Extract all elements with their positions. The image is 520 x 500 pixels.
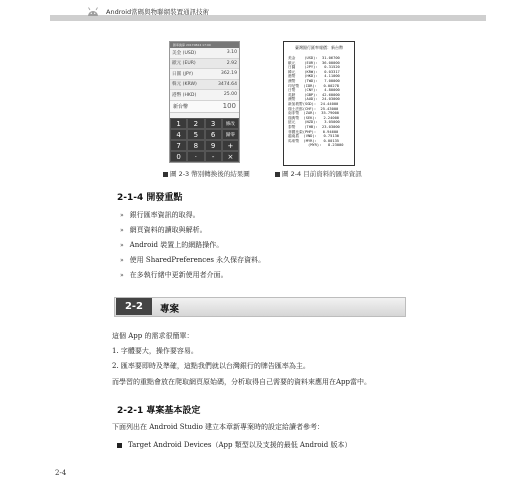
list-item: Target Android Devices（App 類型以及支援的最低 Android 版本） <box>117 440 351 450</box>
key-3[interactable]: 3 <box>205 118 222 129</box>
section-number: 2-2 <box>116 298 152 315</box>
chevron-right-icon: » <box>120 242 124 249</box>
key-7[interactable]: 7 <box>170 140 187 151</box>
key-8[interactable]: 8 <box>187 140 204 151</box>
rate-line: 南非幣 (ZAR): 35.79000 <box>288 111 340 116</box>
section-title: 專案 <box>160 304 180 315</box>
list-item: » 使用 SharedPreferences 永久保存資料。 <box>120 256 266 264</box>
header-title: Android當碼與物聯網裝置通訊技術 <box>106 8 210 16</box>
rate-line: 瑞士法郎(CHF): 25.43000 <box>288 106 339 111</box>
key-minus[interactable]: - <box>205 151 222 162</box>
key-multiply[interactable]: × <box>222 151 239 162</box>
caption-square-icon <box>275 172 280 177</box>
currency-row: 美金 (USD) 3.10 <box>170 48 239 59</box>
rate-line: 越南盾 (VND): 0.75130 <box>288 134 340 139</box>
key-plus[interactable]: + <box>222 140 239 151</box>
keypad <box>170 118 239 162</box>
key-0[interactable]: 0 <box>170 151 187 162</box>
section-heading-2-1-4: 2-1-4 開發重點 <box>117 193 183 203</box>
rate-line: 日幣 (CNY): 4.80000 <box>288 88 340 93</box>
key-1[interactable]: 1 <box>170 118 187 129</box>
currency-row: 歐元 (EUR) 2.92 <box>170 59 239 70</box>
chevron-right-icon: » <box>120 272 124 279</box>
square-bullet-icon <box>117 443 122 448</box>
chevron-right-icon: » <box>120 257 124 264</box>
rate-line: 紐元 (NZD): 3.05000 <box>288 120 340 125</box>
body-paragraph: 下面列出在 Android Studio 建立本章新專案時的設定給讀者參考： <box>112 423 325 431</box>
currency-app-screenshot <box>169 41 240 163</box>
list-item: » Android 裝置上的網路操作。 <box>120 241 224 249</box>
rate-line: 印尼幣 (IDR): 0.00278 <box>288 83 340 88</box>
rate-line: 韓元 (KRW): 0.03317 <box>288 69 340 74</box>
key-4[interactable]: 4 <box>170 129 187 140</box>
rate-line: 菲國比索(PHP): 0.94600 <box>288 129 339 134</box>
twd-input-field[interactable] <box>170 101 239 113</box>
rate-line: 英鎊 (GBP): 42.60000 <box>288 92 340 97</box>
section-heading-2-2-1: 2-2-1 專案基本設定 <box>117 406 201 416</box>
rate-line: 澳幣 (TWD): 7.00000 <box>288 78 340 83</box>
rate-table-title: 臺灣銀行匯率報價：新台幣 <box>295 45 343 50</box>
rate-line: 港幣 (HKD): 4.11000 <box>288 74 340 79</box>
intro-text: 這個 App 的需求很簡單： <box>112 332 194 340</box>
input-label: 新台幣 <box>173 103 189 110</box>
chevron-right-icon: » <box>120 227 124 234</box>
currency-row: 日圓 (JPY) 362.19 <box>170 69 239 80</box>
app-status-bar: 匯率換算 20170824 17:00 <box>170 42 239 48</box>
requirement-item: 2. 匯率要即時及準確，這點我們就以台灣銀行的牌告匯率為主。 <box>112 362 310 370</box>
key-2[interactable]: 2 <box>187 118 204 129</box>
rate-line: 馬來幣 (MYR): 0.00135 <box>288 138 340 143</box>
rate-line: 歐元 (EUR): 36.00000 <box>288 60 340 65</box>
key-reset[interactable]: 歸零 <box>222 129 239 140</box>
key-5[interactable]: 5 <box>187 129 204 140</box>
key-6[interactable]: 6 <box>205 129 222 140</box>
section-bar <box>114 297 406 317</box>
chevron-right-icon: » <box>120 212 124 219</box>
android-robot-icon <box>86 6 100 17</box>
rate-line: 日圓 (JPY): 0.31520 <box>288 65 340 70</box>
rate-line: 澳幣 (AUD): 24.03000 <box>288 97 340 102</box>
list-item: » 銀行匯率資訊的取得。 <box>120 211 200 219</box>
key-dot[interactable]: · <box>187 151 204 162</box>
list-item: » 在多執行緒中更新使用者介面。 <box>120 271 228 279</box>
rate-table-screenshot <box>283 41 355 166</box>
currency-row: 港幣 (HKD) 25.00 <box>170 90 239 101</box>
rate-line: 美金 (USD): 31.06700 <box>288 56 340 60</box>
rate-line: 泰幣 (THB): 23.03000 <box>288 124 340 129</box>
body-paragraph: 而學習的重點會放在爬取網頁原始碼，分析取得自己需要的資料來應用在App當中。 <box>112 378 372 386</box>
rate-line: (MYR): 8.23000 <box>288 143 344 148</box>
requirement-item: 1. 字體要大，操作要容易。 <box>112 347 198 355</box>
currency-row: 韓元 (KRW) 3474.64 <box>170 80 239 91</box>
page-number: 2-4 <box>55 469 67 477</box>
key-9[interactable]: 9 <box>205 140 222 151</box>
rate-line: 瑞典幣 (SEK): 2.24000 <box>288 115 340 120</box>
page-header <box>50 6 486 22</box>
list-item: » 網頁資料的讀取與解析。 <box>120 226 207 234</box>
rate-line: 新加坡幣(SGD): 24.44000 <box>288 101 339 106</box>
caption-square-icon <box>163 172 168 177</box>
figure-caption-2-3: 圖 2-3 幣別轉換後的結果圖 <box>163 169 250 178</box>
key-edit[interactable]: 修改 <box>222 118 239 129</box>
figure-caption-2-4: 圖 2-4 目前資料的匯率資訊 <box>275 169 362 178</box>
input-value: 100 <box>222 102 236 110</box>
